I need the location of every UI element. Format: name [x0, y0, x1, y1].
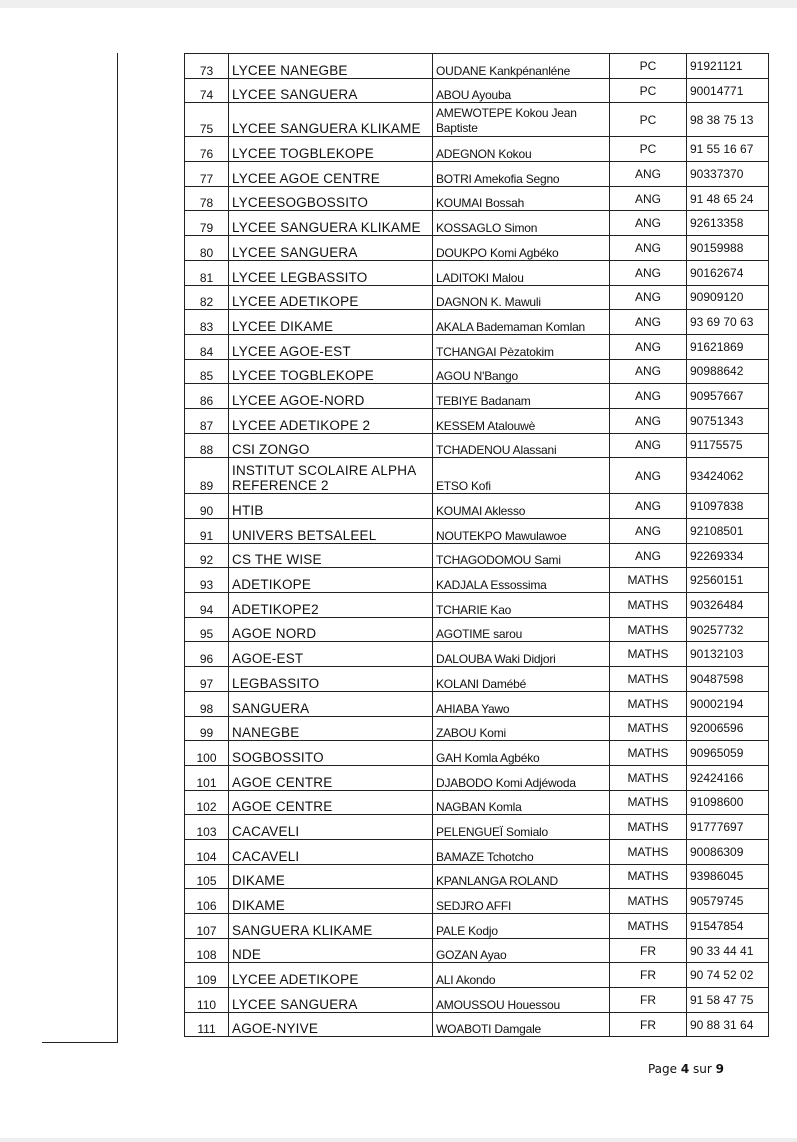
teacher-name: AGOTIME sarou — [433, 617, 610, 642]
table-row — [185, 988, 769, 1013]
subject: FR — [610, 938, 687, 963]
row-number: 109 — [185, 963, 229, 988]
teacher-name: SEDJRO AFFI — [433, 889, 610, 914]
subject: ANG — [610, 543, 687, 568]
phone-number: 93986045 — [687, 864, 769, 889]
table-row — [185, 765, 769, 790]
table-row — [185, 236, 769, 261]
phone-number: 91921121 — [687, 54, 769, 79]
phone-number: 92269334 — [687, 543, 769, 568]
subject: FR — [610, 988, 687, 1013]
teacher-name: TCHADENOU Alassani — [433, 433, 610, 458]
left-margin-rule — [117, 53, 118, 1043]
row-number: 92 — [185, 543, 229, 568]
table-row — [185, 741, 769, 766]
row-number: 80 — [185, 236, 229, 261]
subject: ANG — [610, 384, 687, 409]
teacher-name: TCHAGODOMOU Sami — [433, 543, 610, 568]
school-name: LYCEE SANGUERA — [229, 988, 433, 1013]
subject: FR — [610, 1012, 687, 1037]
phone-number: 90086309 — [687, 839, 769, 864]
subject: MATHS — [610, 716, 687, 741]
subject: MATHS — [610, 741, 687, 766]
school-name: LYCEE ADETIKOPE — [229, 963, 433, 988]
teacher-name: KESSEM Atalouwè — [433, 408, 610, 433]
table-row — [185, 458, 769, 494]
table-row — [185, 260, 769, 285]
row-number: 75 — [185, 103, 229, 137]
school-name: CACAVELI — [229, 839, 433, 864]
subject: MATHS — [610, 568, 687, 593]
subject: MATHS — [610, 839, 687, 864]
teacher-name: ALI Akondo — [433, 963, 610, 988]
row-number: 110 — [185, 988, 229, 1013]
phone-number: 91098600 — [687, 790, 769, 815]
phone-number: 91 48 65 24 — [687, 186, 769, 211]
table-row — [185, 691, 769, 716]
subject: MATHS — [610, 864, 687, 889]
teacher-name: GAH Komla Agbéko — [433, 741, 610, 766]
row-number: 76 — [185, 137, 229, 162]
teacher-name: TCHARIE Kao — [433, 593, 610, 618]
footer-prefix: Page — [647, 1062, 681, 1076]
phone-number: 91621869 — [687, 334, 769, 359]
phone-number: 92108501 — [687, 519, 769, 544]
subject: MATHS — [610, 593, 687, 618]
table-row — [185, 186, 769, 211]
row-number: 96 — [185, 642, 229, 667]
school-name: SANGUERA — [229, 691, 433, 716]
school-name: AGOE CENTRE — [229, 790, 433, 815]
footer-total-pages: 9 — [715, 1062, 724, 1076]
phone-number: 90162674 — [687, 260, 769, 285]
table-row — [185, 790, 769, 815]
teacher-name: NAGBAN Komla — [433, 790, 610, 815]
subject: ANG — [610, 458, 687, 494]
phone-number: 90 74 52 02 — [687, 963, 769, 988]
teacher-name: OUDANE Kankpénanléne — [433, 54, 610, 79]
subject: PC — [610, 103, 687, 137]
row-number: 86 — [185, 384, 229, 409]
teacher-name: KOLANI Damébé — [433, 667, 610, 692]
teacher-table — [184, 53, 769, 1037]
phone-number: 90487598 — [687, 667, 769, 692]
teacher-name: AHIABA Yawo — [433, 691, 610, 716]
phone-number: 90579745 — [687, 889, 769, 914]
phone-number: 91097838 — [687, 494, 769, 519]
table-row — [185, 1012, 769, 1037]
school-name: DIKAME — [229, 864, 433, 889]
row-number: 104 — [185, 839, 229, 864]
school-name: LYCEE ADETIKOPE — [229, 285, 433, 310]
row-number: 99 — [185, 716, 229, 741]
phone-number: 90337370 — [687, 162, 769, 187]
table-row — [185, 384, 769, 409]
row-number: 79 — [185, 211, 229, 236]
subject: ANG — [610, 408, 687, 433]
document-page — [0, 8, 797, 1138]
footer-current-page: 4 — [680, 1062, 690, 1076]
phone-number: 90 33 44 41 — [687, 938, 769, 963]
table-row — [185, 494, 769, 519]
row-number: 82 — [185, 285, 229, 310]
subject: ANG — [610, 310, 687, 335]
table-row — [185, 334, 769, 359]
school-name: NANEGBE — [229, 716, 433, 741]
table-row — [185, 864, 769, 889]
school-name: LYCEE TOGBLEKOPE — [229, 137, 433, 162]
subject: ANG — [610, 285, 687, 310]
teacher-name: DJABODO Komi Adjéwoda — [433, 765, 610, 790]
school-name: ADETIKOPE — [229, 568, 433, 593]
subject: MATHS — [610, 667, 687, 692]
phone-number: 90132103 — [687, 642, 769, 667]
phone-number: 92424166 — [687, 765, 769, 790]
teacher-name: DOUKPO Komi Agbéko — [433, 236, 610, 261]
phone-number: 90159988 — [687, 236, 769, 261]
phone-number: 90014771 — [687, 78, 769, 103]
school-name: LYCEE LEGBASSITO — [229, 260, 433, 285]
row-number: 100 — [185, 741, 229, 766]
phone-number: 92006596 — [687, 716, 769, 741]
table-row — [185, 359, 769, 384]
table-row — [185, 667, 769, 692]
subject: FR — [610, 963, 687, 988]
subject: MATHS — [610, 815, 687, 840]
phone-number: 90 88 31 64 — [687, 1012, 769, 1037]
footer-middle: sur — [689, 1062, 716, 1076]
left-margin-line — [42, 1042, 118, 1043]
row-number: 97 — [185, 667, 229, 692]
teacher-name: PELENGUEÏ Somialo — [433, 815, 610, 840]
table-row — [185, 914, 769, 939]
subject: MATHS — [610, 914, 687, 939]
teacher-name: AGOU N'Bango — [433, 359, 610, 384]
phone-number: 90988642 — [687, 359, 769, 384]
school-name: NDE — [229, 938, 433, 963]
teacher-name: KADJALA Essossima — [433, 568, 610, 593]
table-row — [185, 162, 769, 187]
row-number: 93 — [185, 568, 229, 593]
phone-number: 90751343 — [687, 408, 769, 433]
table-body — [185, 54, 769, 1037]
school-name: LYCEE SANGUERA — [229, 78, 433, 103]
phone-number: 93424062 — [687, 458, 769, 494]
school-name: LYCEE AGOE-EST — [229, 334, 433, 359]
teacher-name: BAMAZE Tchotcho — [433, 839, 610, 864]
row-number: 77 — [185, 162, 229, 187]
teacher-name: KPANLANGA ROLAND — [433, 864, 610, 889]
phone-number: 98 38 75 13 — [687, 103, 769, 137]
school-name: LYCEE SANGUERA KLIKAME — [229, 103, 433, 137]
phone-number: 90965059 — [687, 741, 769, 766]
school-name: AGOE NORD — [229, 617, 433, 642]
table-row — [185, 716, 769, 741]
subject: ANG — [610, 334, 687, 359]
teacher-name: GOZAN Ayao — [433, 938, 610, 963]
teacher-name: ABOU Ayouba — [433, 78, 610, 103]
phone-number: 91 55 16 67 — [687, 137, 769, 162]
subject: ANG — [610, 433, 687, 458]
subject: ANG — [610, 260, 687, 285]
table-row — [185, 103, 769, 137]
subject: ANG — [610, 359, 687, 384]
row-number: 91 — [185, 519, 229, 544]
teacher-name: ETSO Kofi — [433, 458, 610, 494]
subject: MATHS — [610, 691, 687, 716]
school-name: LYCEE ADETIKOPE 2 — [229, 408, 433, 433]
subject: PC — [610, 78, 687, 103]
row-number: 102 — [185, 790, 229, 815]
school-name: AGOE-EST — [229, 642, 433, 667]
school-name: CS THE WISE — [229, 543, 433, 568]
school-name: AGOE-NYIVE — [229, 1012, 433, 1037]
table-row — [185, 617, 769, 642]
table-row — [185, 285, 769, 310]
row-number: 106 — [185, 889, 229, 914]
school-name: HTIB — [229, 494, 433, 519]
teacher-name: TCHANGAI Pèzatokim — [433, 334, 610, 359]
subject: PC — [610, 54, 687, 79]
school-name: UNIVERS BETSALEEL — [229, 519, 433, 544]
row-number: 94 — [185, 593, 229, 618]
table-row — [185, 137, 769, 162]
teacher-name: BOTRI Amekofia Segno — [433, 162, 610, 187]
teacher-name: PALE Kodjo — [433, 914, 610, 939]
phone-number: 92560151 — [687, 568, 769, 593]
table-row — [185, 839, 769, 864]
row-number: 73 — [185, 54, 229, 79]
table-row — [185, 433, 769, 458]
school-name: LYCEE AGOE CENTRE — [229, 162, 433, 187]
subject: ANG — [610, 519, 687, 544]
table-row — [185, 938, 769, 963]
teacher-name: DALOUBA Waki Didjori — [433, 642, 610, 667]
row-number: 85 — [185, 359, 229, 384]
teacher-name: TEBIYE Badanam — [433, 384, 610, 409]
school-name: CSI ZONGO — [229, 433, 433, 458]
school-name: ADETIKOPE2 — [229, 593, 433, 618]
phone-number: 90257732 — [687, 617, 769, 642]
teacher-name: KOUMAI Bossah — [433, 186, 610, 211]
phone-number: 91175575 — [687, 433, 769, 458]
subject: MATHS — [610, 765, 687, 790]
school-name: INSTITUT SCOLAIRE ALPHA REFERENCE 2 — [229, 458, 433, 494]
phone-number: 90002194 — [687, 691, 769, 716]
phone-number: 91547854 — [687, 914, 769, 939]
school-name: AGOE CENTRE — [229, 765, 433, 790]
table-row — [185, 889, 769, 914]
row-number: 78 — [185, 186, 229, 211]
teacher-name: DAGNON K. Mawuli — [433, 285, 610, 310]
row-number: 108 — [185, 938, 229, 963]
teacher-name: KOUMAI Aklesso — [433, 494, 610, 519]
table-row — [185, 519, 769, 544]
row-number: 90 — [185, 494, 229, 519]
school-name: LEGBASSITO — [229, 667, 433, 692]
row-number: 87 — [185, 408, 229, 433]
row-number: 107 — [185, 914, 229, 939]
table-row — [185, 642, 769, 667]
subject: PC — [610, 137, 687, 162]
table-row — [185, 78, 769, 103]
table-row — [185, 54, 769, 79]
row-number: 83 — [185, 310, 229, 335]
teacher-name: AMEWOTEPE Kokou Jean Baptiste — [433, 103, 610, 137]
row-number: 95 — [185, 617, 229, 642]
page-footer — [648, 1062, 724, 1076]
teacher-name: NOUTEKPO Mawulawoe — [433, 519, 610, 544]
row-number: 105 — [185, 864, 229, 889]
teacher-name: AKALA Bademaman Komlan — [433, 310, 610, 335]
row-number: 89 — [185, 458, 229, 494]
school-name: LYCEE DIKAME — [229, 310, 433, 335]
row-number: 98 — [185, 691, 229, 716]
teacher-name: LADITOKI Malou — [433, 260, 610, 285]
phone-number: 93 69 70 63 — [687, 310, 769, 335]
subject: ANG — [610, 186, 687, 211]
school-name: SOGBOSSITO — [229, 741, 433, 766]
teacher-name: ADEGNON Kokou — [433, 137, 610, 162]
table-row — [185, 408, 769, 433]
school-name: LYCEE NANEGBE — [229, 54, 433, 79]
school-name: SANGUERA KLIKAME — [229, 914, 433, 939]
school-name: LYCEE TOGBLEKOPE — [229, 359, 433, 384]
table-row — [185, 593, 769, 618]
school-name: CACAVELI — [229, 815, 433, 840]
row-number: 74 — [185, 78, 229, 103]
teacher-name: AMOUSSOU Houessou — [433, 988, 610, 1013]
teacher-name: ZABOU Komi — [433, 716, 610, 741]
row-number: 103 — [185, 815, 229, 840]
subject: MATHS — [610, 642, 687, 667]
teacher-name: KOSSAGLO Simon — [433, 211, 610, 236]
row-number: 84 — [185, 334, 229, 359]
row-number: 111 — [185, 1012, 229, 1037]
row-number: 81 — [185, 260, 229, 285]
subject: MATHS — [610, 617, 687, 642]
table-row — [185, 963, 769, 988]
table-row — [185, 815, 769, 840]
phone-number: 91 58 47 75 — [687, 988, 769, 1013]
subject: ANG — [610, 494, 687, 519]
subject: MATHS — [610, 790, 687, 815]
subject: MATHS — [610, 889, 687, 914]
school-name: LYCEESOGBOSSITO — [229, 186, 433, 211]
table-row — [185, 211, 769, 236]
school-name: LYCEE SANGUERA — [229, 236, 433, 261]
table-row — [185, 543, 769, 568]
phone-number: 90909120 — [687, 285, 769, 310]
subject: ANG — [610, 236, 687, 261]
school-name: LYCEE SANGUERA KLIKAME — [229, 211, 433, 236]
phone-number: 91777697 — [687, 815, 769, 840]
table-row — [185, 568, 769, 593]
table-row — [185, 310, 769, 335]
school-name: LYCEE AGOE-NORD — [229, 384, 433, 409]
phone-number: 90957667 — [687, 384, 769, 409]
subject: ANG — [610, 162, 687, 187]
row-number: 101 — [185, 765, 229, 790]
teacher-name: WOABOTI Damgale — [433, 1012, 610, 1037]
school-name: DIKAME — [229, 889, 433, 914]
row-number: 88 — [185, 433, 229, 458]
phone-number: 92613358 — [687, 211, 769, 236]
subject: ANG — [610, 211, 687, 236]
phone-number: 90326484 — [687, 593, 769, 618]
